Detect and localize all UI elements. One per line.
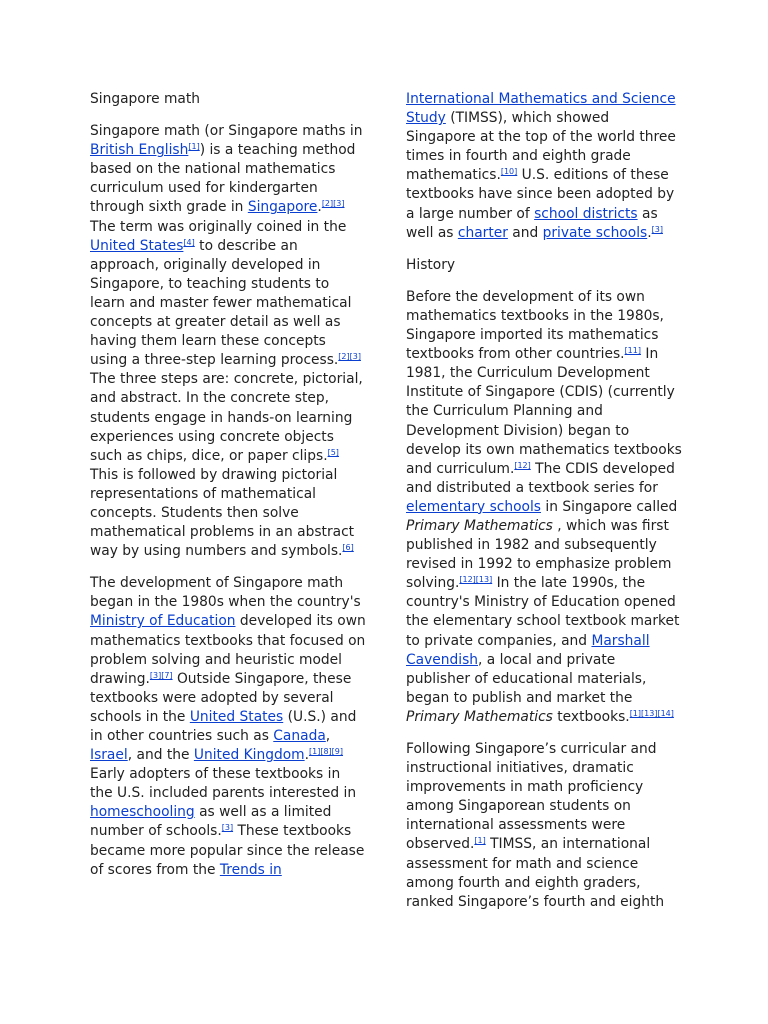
link-british-english[interactable]: British English (90, 142, 189, 159)
text-run: , and the (127, 747, 194, 764)
text-run: Early adopters of these textbooks in the U.S. included parents interested in (90, 766, 357, 802)
text-run: In 1981, the Curriculum Development Institute of Singapore (CDIS) (currently the Curriculum Planning and Development Division) began to develop its own mathematics textbooks and curriculum. (406, 346, 682, 477)
text-run: developed its own mathematics textbooks that focused on problem solving and heuristic model drawing. (90, 613, 366, 687)
link-united-states[interactable]: United States (90, 237, 184, 254)
citation-link[interactable]: [3] (651, 224, 663, 234)
citation-link[interactable]: [4] (183, 237, 195, 247)
text-run: textbooks. (552, 708, 630, 725)
text-run: History (406, 256, 456, 273)
link-homeschooling[interactable]: homeschooling (90, 804, 195, 821)
citation-link[interactable]: [5] (327, 447, 339, 457)
text-run: (TIMSS), which showed Singapore at the top of the world three times in fourth and eighth grade mathematics. (406, 110, 676, 184)
text-run: TIMSS, an international assessment for math and science among fourth and eighth graders, ranked Singapore’s fourth and eighth (406, 836, 665, 910)
citation-link[interactable]: [3][7] (149, 670, 173, 680)
history-heading (406, 256, 682, 275)
text-run: The CDIS developed and distributed a textbook series for (406, 460, 675, 496)
link-israel[interactable]: Israel (90, 747, 128, 764)
citation (338, 352, 361, 361)
citation-link[interactable]: [1] (188, 142, 200, 152)
text-run: . (647, 224, 652, 241)
italic-title: Primary Mathematics (406, 708, 553, 725)
link-elementary-schools[interactable]: elementary schools (406, 498, 541, 515)
link-school-districts[interactable]: school districts (534, 205, 638, 222)
citation-link[interactable]: [1][8][9] (309, 747, 344, 757)
development-paragraph (90, 574, 366, 880)
improvements-paragraph (406, 740, 682, 912)
text-run: The three steps are: concrete, pictorial, and abstract. In the concrete step, students engage in hands-on learning experiences using concrete objects such as chips, dice, or paper clips. (90, 371, 363, 464)
link-trends-in[interactable]: Trends in (219, 861, 282, 878)
link-ministry-of-education[interactable]: Ministry of Education (90, 613, 236, 630)
text-run: The term was originally coined in the (90, 218, 347, 235)
text-run: . (304, 747, 310, 764)
citation (514, 461, 530, 470)
link-united-kingdom[interactable]: United Kingdom (193, 747, 305, 764)
citation (342, 543, 353, 552)
italic-title: Primary Mathematics (406, 517, 553, 534)
citation-link[interactable]: [2][3] (321, 199, 345, 209)
citation (150, 671, 173, 680)
history-paragraph (406, 288, 682, 727)
text-run: , which was first published in 1982 and subsequently revised in 1992 to emphasize problem solving. (406, 517, 672, 592)
link-singapore[interactable]: Singapore (247, 199, 318, 216)
text-run: Before the development of its own mathematics textbooks in the 1980s, Singapore imported its mathematics textbooks from other countries. (406, 288, 664, 363)
citation-link[interactable]: [3] (221, 823, 234, 833)
citation (652, 225, 663, 234)
doc-title (90, 90, 366, 109)
citation (459, 575, 492, 584)
link-private-schools[interactable]: private schools (542, 224, 648, 241)
text-run: as well as a limited number of schools. (90, 804, 332, 840)
citation (183, 238, 194, 247)
citation-link[interactable]: [11] (624, 346, 641, 356)
text-run: and (507, 224, 543, 241)
citation-link[interactable]: [1][13][14] (629, 708, 674, 718)
citation (474, 836, 485, 845)
citation-link[interactable]: [1] (474, 836, 486, 846)
citation (630, 709, 674, 718)
text-run: The development of Singapore math began in the 1980s when the country's (90, 575, 361, 611)
link-charter[interactable]: charter (457, 224, 508, 241)
citation (322, 199, 345, 208)
citation (328, 448, 339, 457)
text-run: Singapore math (90, 91, 201, 107)
text-run: In the late 1990s, the country's Ministry of Education opened the elementary school textbook market to private companies, and (406, 575, 680, 649)
text-run: in Singapore called (541, 498, 678, 515)
citation (222, 823, 233, 832)
text-run: as well as (406, 205, 658, 241)
link-canada[interactable]: Canada (273, 728, 326, 744)
text-run: , (325, 728, 331, 744)
citation-link[interactable]: [10] (500, 167, 518, 177)
citation-link[interactable]: [6] (342, 543, 354, 553)
text-run: Outside Singapore, these textbooks were adopted by several schools in the (90, 670, 352, 725)
text-run: Following Singapore’s curricular and instructional initiatives, dramatic improvements in math proficiency among Singaporean students on international assessments were observed. (406, 741, 657, 853)
text-run: , a local and private publisher of educational materials, began to publish and market the (406, 651, 647, 706)
citation (309, 747, 343, 756)
citation-link[interactable]: [2][3] (338, 352, 361, 362)
intro-paragraph (90, 122, 366, 561)
text-run: to describe an approach, originally developed in Singapore, to teaching students to learn and master fewer mathematical concepts at greater detail as well as having them learn these concepts using a three-step learning process. (90, 237, 352, 369)
citation-link[interactable]: [12][13] (459, 575, 493, 585)
link-united-states[interactable]: United States (189, 708, 284, 725)
text-run: This is followed by drawing pictorial representations of mathematical concepts. Students then solve mathematical problems in an abstract way by using numbers and symbols. (90, 466, 355, 560)
right-column (406, 90, 682, 925)
citation (501, 167, 517, 176)
text-run: (U.S.) and in other countries such as (90, 708, 357, 744)
link-international-mathematics-and-science-study[interactable]: International Mathematics and Science Study (406, 91, 676, 127)
link-marshall-cavendish[interactable]: Marshall Cavendish (406, 632, 650, 668)
timss-paragraph (406, 90, 682, 243)
text-run: U.S. editions of these textbooks have since been adopted by a large number of (406, 167, 675, 222)
text-run: These textbooks became more popular since the release of scores from the (90, 823, 365, 878)
citation (625, 346, 641, 355)
citation (188, 142, 199, 151)
citation-link[interactable]: [12] (514, 460, 531, 470)
text-run: ) is a teaching method based on the national mathematics curriculum used for kindergarten through sixth grade in (90, 142, 356, 216)
text-run: Singapore math (or Singapore maths in (90, 123, 363, 140)
left-column (90, 90, 366, 893)
text-run: . (317, 199, 322, 216)
